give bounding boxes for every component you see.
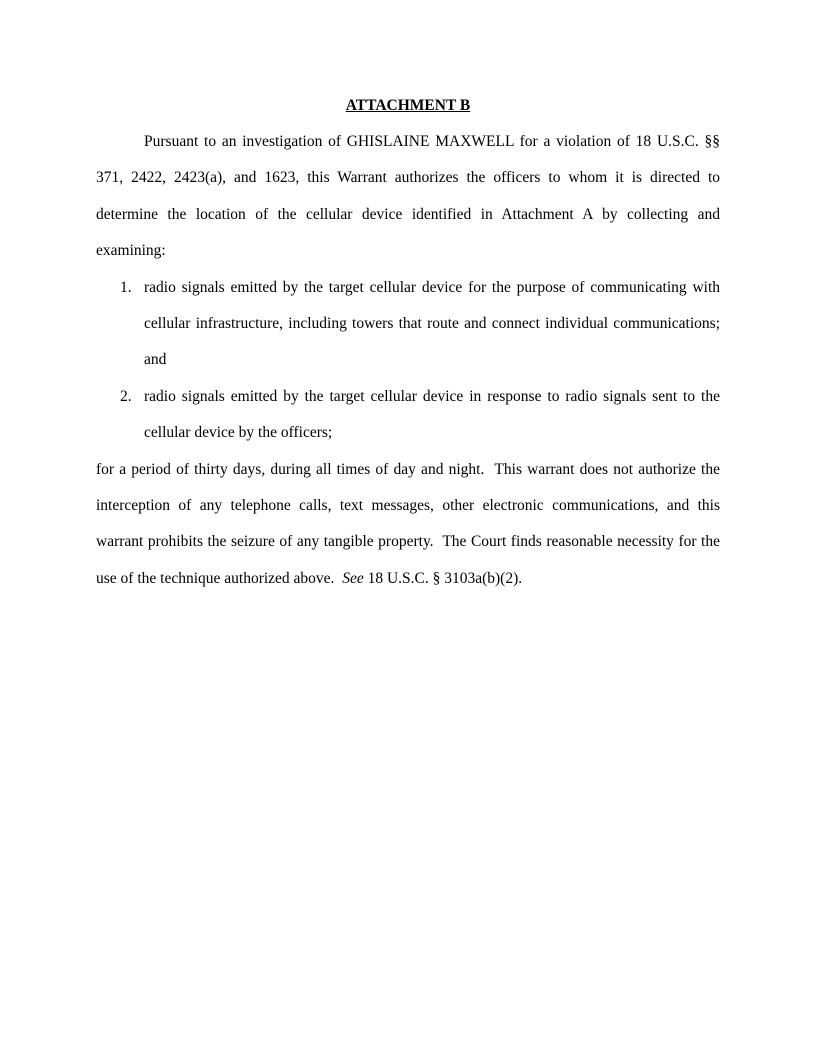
list-item-text: radio signals emitted by the target cellular device for the purpose of communicating with cellular infrastructure, including towers that route and connect individual communications; and bbox=[144, 278, 720, 369]
closing-citation: 18 U.S.C. § 3103a(b)(2). bbox=[363, 569, 523, 587]
intro-paragraph: Pursuant to an investigation of GHISLAINE MAXWELL for a violation of 18 U.S.C. §§ 371, 2422, 2423(a), and 1623, this Warrant authorizes the officers to whom it is directed to determine the location of the cellular device identified in Attachment A by collecting and examining: bbox=[96, 133, 720, 260]
list-item bbox=[96, 379, 720, 452]
list-item-number: 2. bbox=[120, 387, 132, 405]
title-block bbox=[96, 96, 720, 124]
list-item-number: 1. bbox=[120, 278, 132, 296]
list-item bbox=[96, 270, 720, 379]
list-item-text: radio signals emitted by the target cellular device in response to radio signals sent to the cellular device by the officers; bbox=[144, 387, 720, 442]
document-title: ATTACHMENT B bbox=[345, 97, 471, 114]
closing-paragraph bbox=[96, 452, 724, 598]
numbered-list bbox=[96, 270, 720, 452]
closing-main-text: for a period of thirty days, during all times of day and night. This warrant does not authorize the interception of any telephone calls, text messages, other electronic communications, and this warrant prohibits the seizure of any tangible property. The Court finds reasonable necessity for the use of the technique authorized above. bbox=[96, 460, 724, 587]
document-page bbox=[96, 96, 724, 597]
closing-see-signal: See bbox=[342, 569, 364, 587]
